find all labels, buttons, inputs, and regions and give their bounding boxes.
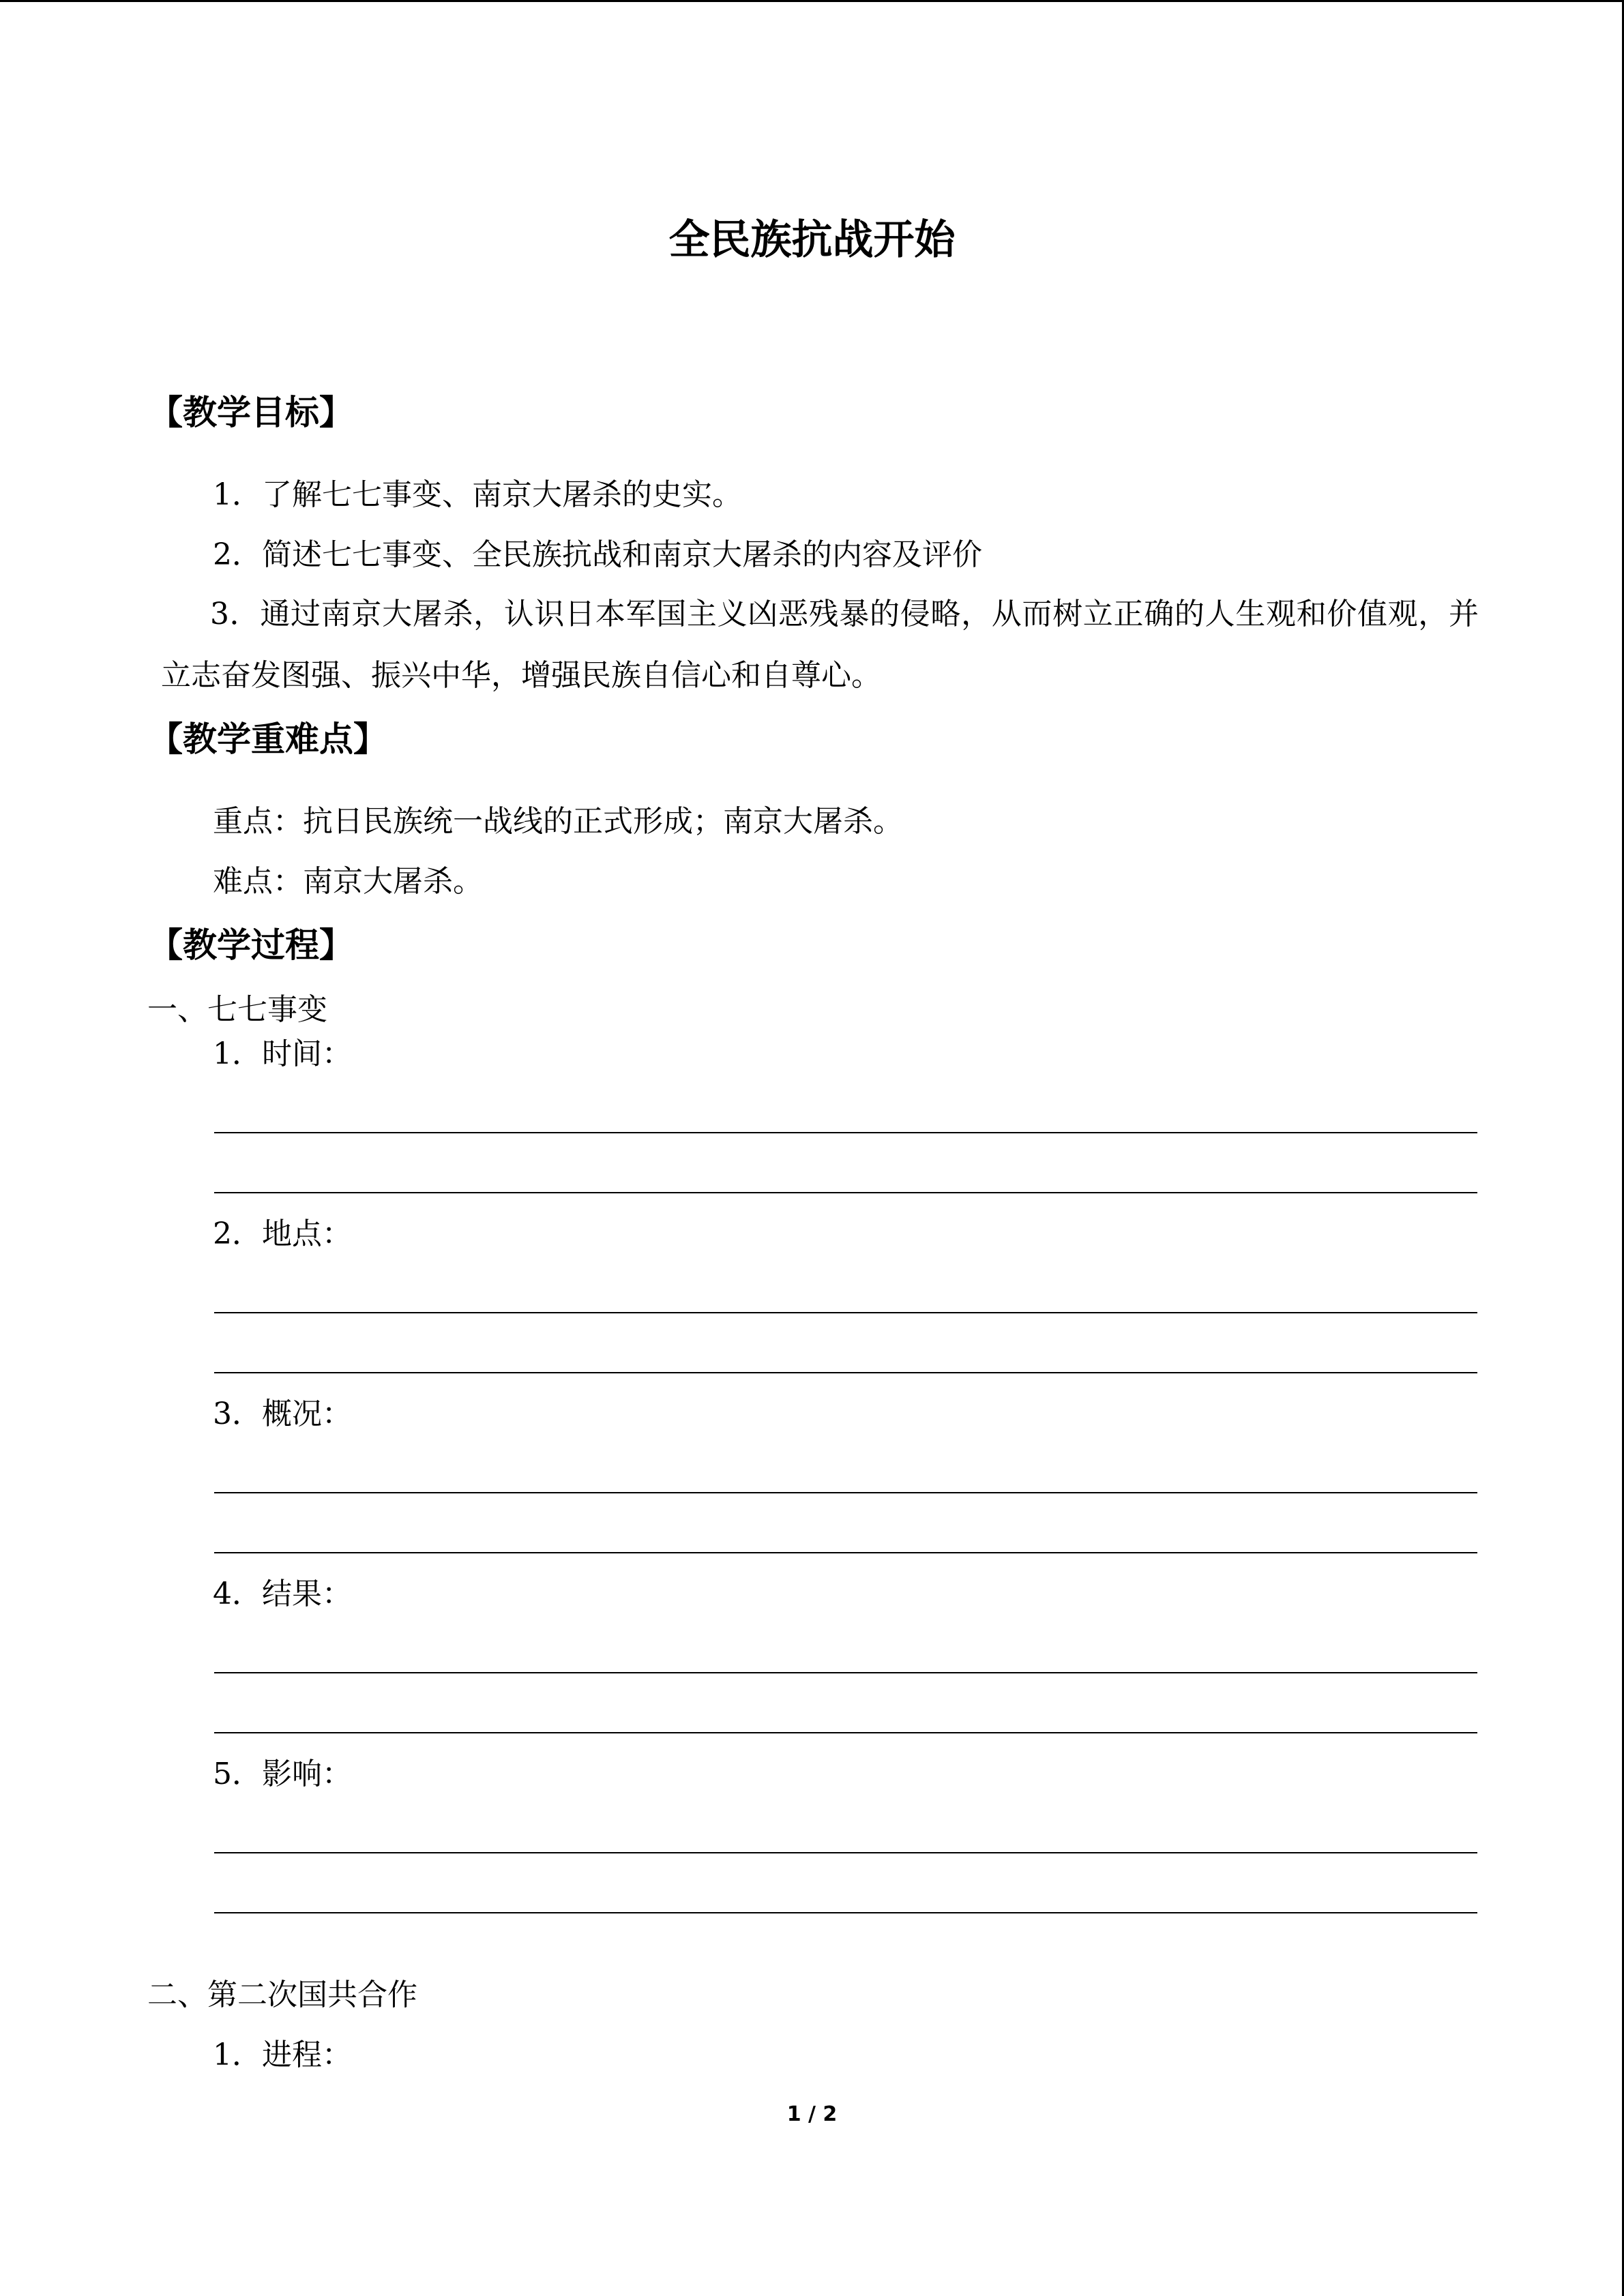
process-heading: 【教学过程】 <box>149 925 353 965</box>
answer-line <box>214 1312 1477 1313</box>
part1-item-result: 4．结果： <box>213 1577 352 1611</box>
key-points-heading: 【教学重难点】 <box>149 719 387 759</box>
part2-title: 二、第二次国共合作 <box>147 1978 417 2012</box>
part1-item-overview: 3．概况： <box>213 1397 352 1431</box>
answer-line <box>214 1492 1477 1493</box>
document-title: 全民族抗战开始 <box>668 216 956 264</box>
part1-item-impact: 5．影响： <box>213 1757 352 1791</box>
objective-item-1: 1．了解七七事变、南京大屠杀的史实。 <box>213 477 742 512</box>
answer-line <box>214 1672 1477 1673</box>
answer-line <box>214 1192 1477 1193</box>
objectives-heading: 【教学目标】 <box>149 393 353 432</box>
objective-item-3: 3．通过南京大屠杀，认识日本军国主义凶恶残暴的侵略，从而树立正确的人生观和价值观，并立志奋发图强、振兴中华，增强民族自信心和自尊心。 <box>161 597 1479 693</box>
page-border-top <box>0 0 1624 2</box>
objective-item-2: 2．简述七七事变、全民族抗战和南京大屠杀的内容及评价 <box>213 537 982 572</box>
part1-item-time: 1．时间： <box>213 1037 352 1071</box>
answer-line <box>214 1552 1477 1553</box>
focus-point: 重点：抗日民族统一战线的正式形成；南京大屠杀。 <box>213 804 903 839</box>
answer-line <box>214 1732 1477 1733</box>
part1-item-place: 2．地点： <box>213 1217 352 1251</box>
part2-item-progress: 1．进程： <box>213 2038 352 2072</box>
answer-line <box>214 1852 1477 1853</box>
difficulty-point: 难点：南京大屠杀。 <box>213 864 483 899</box>
answer-line <box>214 1132 1477 1133</box>
answer-line <box>214 1372 1477 1373</box>
part1-title: 一、七七事变 <box>147 992 327 1027</box>
answer-line <box>214 1912 1477 1913</box>
page-number: 1 / 2 <box>786 2102 838 2126</box>
